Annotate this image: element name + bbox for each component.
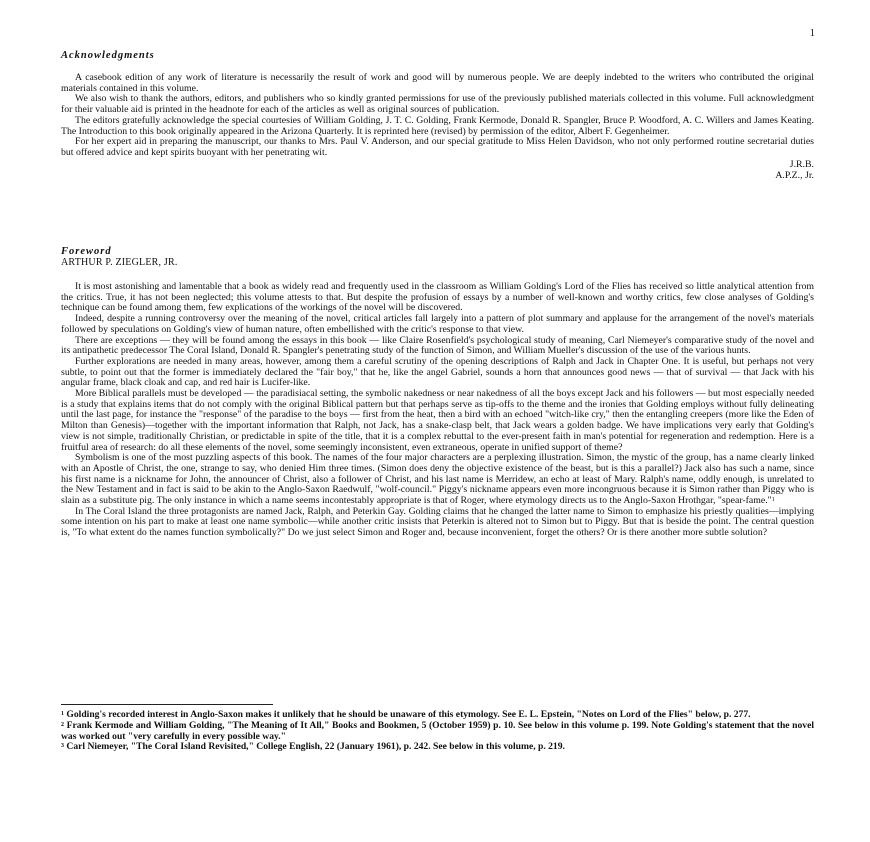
footnote-ref: 1 (771, 497, 775, 504)
ack-paragraph: We also wish to thank the authors, editors, and publishers who so kindly granted permissions for use of the previously published materials collected in this volume. Full acknowledgment for their valuable aid is printed in the headnote for each of the articles as well as original sources of publication. (61, 93, 814, 116)
foreword-paragraph: It is most astonishing and lamentable that a book as widely read and frequently used in the classroom as William Golding's Lord of the Flies has received so little analytical attention from the critics. True, it has not been neglected; this volume attests to that. But despite the profusion of essays by a number of well-known and worthy critics, few close analyses of Golding's technique can be found among them, few explications of the workings of the novel will be discovered. (61, 281, 814, 314)
foreword-paragraph-text: Symbolism is one of the most puzzling aspects of this book. The names of the four major characters are a perplexing illustration. Simon, the mystic of the group, has a name clearly linked with an Apostle of Christ, the one, strange to say, who denied Him three times. (Simon does deny the objective existence of the beast, but is this a parallel?) Jack also has such a name, since his first name is a nickname for John, the announcer of Christ, also a follower of Christ, and his last name is Merridew, an echo at least of Mary. Ralph's name, oddly enough, is unrelated to the New Testament and in fact is said to be akin to the Anglo-Saxon Raedwulf, "wolf-council." Piggy's nickname appears even more incongruous because it is Simon rather than Piggy who is slain as a substitute pig. The only instance in which a name seems incontestably appropriate is that of Roger, where etymology directs us to the Anglo-Saxon Hrothgar, "spear-fame." (61, 452, 814, 507)
signature: A.P.Z., Jr. (775, 169, 814, 181)
footnote-text: Golding's recorded interest in Anglo-Saxon makes it unlikely that he should be unaware of this etymology. See E. L. Epstein, "Notes on Lord of the Flies" below, p. 277. (66, 709, 751, 720)
footnote-text: Frank Kermode and William Golding, "The Meaning of It All," Books and Bookmen, 5 (October 1959) p. 10. See below in this volume p. 199. Note Golding's statement that the novel was worked out "very carefully in every possible way." (61, 719, 814, 742)
footnote-text: Carl Niemeyer, "The Coral Island Revisited," College English, 22 (January 1961), p. 242. See below in this volume, p. 219. (66, 741, 565, 753)
foreword-paragraph: Indeed, despite a running controversy over the meaning of the novel, critical articles fall largely into a pattern of plot summary and applause for the arrangement of the novel's materials followed by speculations on Golding's view of human nature, often embellished with the critic's response to that view. (61, 313, 814, 335)
foreword-paragraph: More Biblical parallels must be developed — the paradisiacal setting, the symbolic nakedness or near nakedness of all the boys except Jack and his followers — but most especially needed is a study that explains items that do not comply with the original Biblical pattern but that perhaps serve as tip-offs to the theme and the ironies that Golding employs without fully delineating until the last page, for instance the "response" of the paradise to the boys — first from the heat, then a bird with an echoed "witch-like cry," then the entangling creepers (more like the Eden of Milton than Genesis)—together with the important information that Ralph, not Jack, has a snake-clasp belt, that Jack wears a golden badge. We have implications very early that Golding's view is not simple, traditionally Christian, or predictable in spite of the title, that it is a complex rebuttal to the ever-present faith in man's potential for regeneration and redemption. Here is a fruitful area of research: do all these elements of the novel, some seemingly inconsistent, even extraneous, operate in unified support of theme? (61, 388, 814, 453)
ack-paragraph: For her expert aid in preparing the manuscript, our thanks to Mrs. Paul V. Anderson, and our special gratitude to Miss Helen Davidson, who not only performed routine secretarial duties but offered advice and kept spirits buoyant with her penetrating wit. (61, 136, 814, 158)
foreword-section (61, 246, 814, 539)
foreword-paragraph: Further explorations are needed in many areas, however, among them a careful scrutiny of the opening descriptions of Ralph and Jack in Chapter One. It is useful, but perhaps not very subtle, to point out that the former is immediately declared the "fair boy," that he, like the angel Gabriel, sounds a horn that announces good news — that of survival — that Jack with his angular frame, black cloak and cap, and red hair is Lucifer-like. (61, 355, 814, 389)
signature: J.R.B. (789, 158, 814, 170)
footnote-divider (61, 704, 273, 705)
footnote (61, 742, 814, 753)
page-number: 1 (809, 28, 815, 39)
foreword-paragraph (61, 453, 814, 507)
foreword-paragraph: In The Coral Island the three protagonists are named Jack, Ralph, and Peterkin Gay. Golding claims that he changed the latter name to Simon to emphasize his priestly qualities—implying some intention on his part to make at least one name symbolic—while another critic insists that Peterkin is altered not to Simon but to Piggy. But that is beside the point. The central question is, "To what extent do the names function symbolically?" Do we just select Simon and Roger and, because inconvenient, forget the others? Or is there another more subtle solution? (61, 505, 814, 539)
footnote-number: 3 (61, 743, 64, 750)
footnote (61, 721, 814, 743)
footnotes-section (61, 710, 814, 753)
ack-paragraph: A casebook edition of any work of literature is necessarily the result of work and good will by numerous people. We are deeply indebted to the writers who contributed the original materials contained in this volume. (61, 72, 814, 94)
acknowledgments-section (61, 50, 814, 181)
acknowledgments-heading: Acknowledgments (61, 50, 155, 61)
foreword-author: ARTHUR P. ZIEGLER, JR. (61, 257, 178, 268)
foreword-paragraph: There are exceptions — they will be found among the essays in this book — like Claire Rosenfield's psychological study of meaning, Carl Niemeyer's comparative study of the novel and its antipathetic predecessor The Coral Island, Donald R. Spangler's penetrating study of the function of Simon, and William Mueller's discussion of the use of the various hunts. (61, 334, 814, 357)
footnote-number: 2 (61, 721, 64, 728)
foreword-heading: Foreword (61, 246, 112, 257)
ack-paragraph: The editors gratefully acknowledge the special courtesies of William Golding, J. T. C. Golding, Frank Kermode, Donald R. Spangler, Bruce P. Woodford, A. C. Willers and James Keating. The Introduction to this book originally appeared in the Arizona Quarterly. It is reprinted here (revised) by permission of the editor, Albert F. Gegenheimer. (61, 114, 814, 137)
footnote-number: 1 (61, 711, 64, 717)
